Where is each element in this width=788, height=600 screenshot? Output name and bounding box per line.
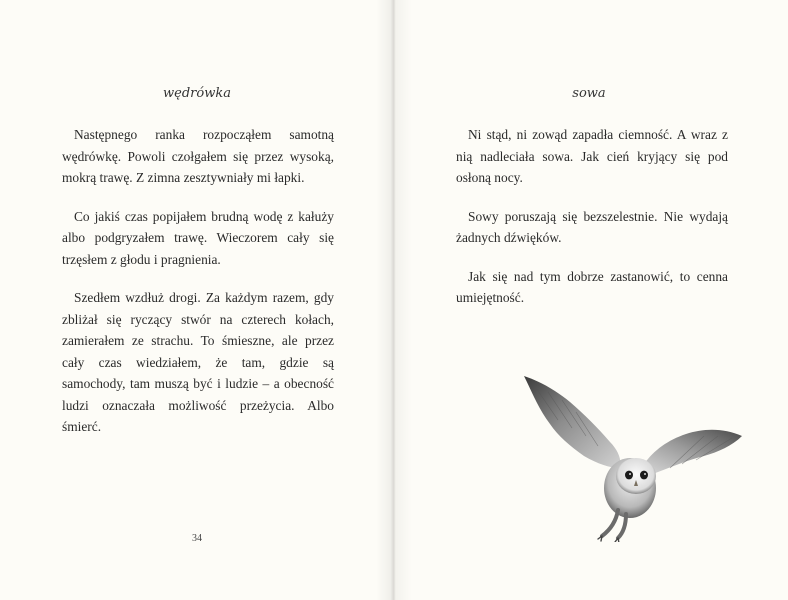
right-text-block <box>456 124 728 326</box>
left-paragraph-2: Co jakiś czas popijałem brudną wodę z kałuży albo podgryzałem trawę. Wieczorem cały się trzęsłem z głodu i pragnienia. <box>62 208 334 267</box>
page-number: 34 <box>192 533 202 544</box>
right-paragraph-3: Jak się nad tym dobrze zastanowić, to cenna umiejętność. <box>456 268 728 305</box>
left-text-block <box>62 124 334 455</box>
right-running-head: sowa <box>572 86 606 101</box>
left-paragraph-3: Szedłem wzdłuż drogi. Za każdym razem, gdy zbliżał się ryczący stwór na czterech kołach, zamierałem ze strachu. To śmieszne, ale przez cały czas wiedziałem, że tam, gdzie są samochody, tam muszą być i ludzie – a obecność ludzi oznaczała możliwość przeżycia. Albo śmierć. <box>62 290 334 434</box>
right-paragraph-1: Ni stąd, ni zowąd zapadła ciemność. A wraz z nią nadleciała sowa. Jak cień kryjący się pod osłoną nocy. <box>456 127 728 185</box>
left-paragraph-1: Następnego ranka rozpocząłem samotną wędrówkę. Powoli czołgałem się przez wysoką, mokrą trawę. Z zimna zesztywniały mi łapki. <box>62 127 334 185</box>
right-paragraph-2: Sowy poruszają się bezszelestnie. Nie wydają żadnych dźwięków. <box>456 208 728 245</box>
left-running-head: wędrówka <box>163 86 231 101</box>
owl-illustration <box>518 372 748 542</box>
